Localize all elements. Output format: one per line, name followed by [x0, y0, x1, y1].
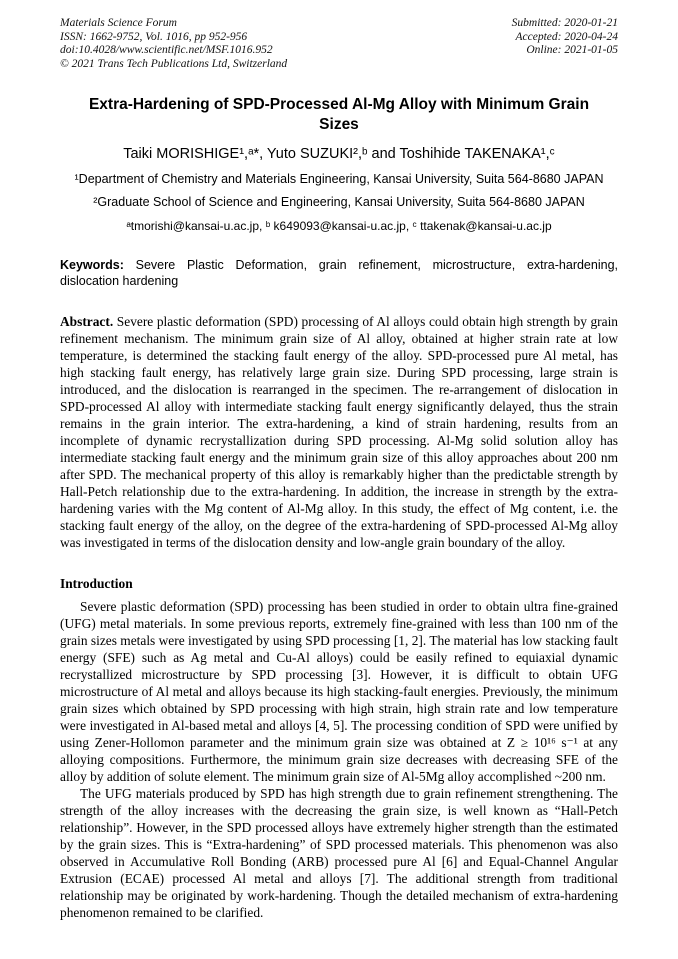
accepted-date: Accepted: 2020-04-24 — [515, 30, 618, 43]
submitted-date: Submitted: 2020-01-21 — [511, 17, 618, 29]
authors-line: Taiki MORISHIGE¹,ᵃ*, Yuto SUZUKI²,ᵇ and Toshihide TAKENAKA¹,ᶜ — [123, 145, 555, 162]
copyright-line: © 2021 Trans Tech Publications Ltd, Switzerland — [60, 57, 288, 70]
online-date: Online: 2021-01-05 — [526, 44, 618, 57]
doi-line: doi:10.4028/www.scientific.net/MSF.1016.952 — [60, 44, 273, 57]
intro-paragraph-1: Severe plastic deformation (SPD) processing has been studied in order to obtain ultra fine-grained (UFG) metal materials. In some previous reports, extremely fine-grained with less than 100 nm of the grain sizes metals were investigated by using SPD processing [1, 2]. The material has low stacking fault energy (SFE) such as Ag metal and Cu-Al alloys) could be easily refined to equiaxial dynamic recrystallized microstructure by SPD processing [3]. However, it is difficult to obtain UFG microstructure of Al metal and alloys because its high stacking-fault energies. Previously, the minimum grain sizes which obtained by SPD processing with high strain, high strain rate and low temperature were investigated in Al-based metal and alloys [4, 5]. The processing condition of SPD were unified by using Zener-Hollomon parameter and the minimum grain size was obtained at Z ≥ 10¹⁶ s⁻¹ at any alloying compositions. Furthermore, the minimum grain size decreases with decreasing SFE of the alloy by addition of solute element. The minimum grain size of Al-5Mg alloy accomplished ~200 nm. — [60, 598, 618, 784]
abstract-text: Severe plastic deformation (SPD) processing of Al alloys could obtain high strength by grain refinement mechanism. The minimum grain size of Al alloy, obtained at higher strain rate at low temperature, is determined the stacking fault energy of the alloy. SPD-processed pure Al metal, has high stacking fault energy, has relatively large grain size. During SPD processing, large strain is introduced, and the dislocation is rearranged in the specimen. The re-arrangement of dislocation in SPD-processed Al alloy with intermediate stacking fault energy significantly delayed, thus the strain remains in the grain interior. The extra-hardening, a kind of strain hardening, results from an incomplete of dynamic recrystallization during SPD processing. Al-Mg solid solution alloy has intermediate stacking fault energy and the minimum grain size of this alloy approaches about 200 nm after SPD. The mechanical property of this alloy is remarkably higher than the predictable strength by Hall-Petch relationship due to the extra-hardening. In addition, the increase in strength by the extra-hardening varies with the Mg content of Al-Mg alloy. In this study, the effect of Mg content, i.e. the stacking fault energy of the alloy, on the degree of the extra-hardening of SPD-processed Al-Mg alloy was investigated in terms of the dislocation density and low-angle grain boundary of the alloy. — [60, 314, 618, 551]
intro-paragraph-2: The UFG materials produced by SPD has high strength due to grain refinement strengthening. The strength of the alloy increases with the decreasing the grain size, is well known as “Hall-Petch relationship”. However, in the SPD processed alloys have extremely higher strength than the estimated by the grain sizes. This is “Extra-hardening” of SPD processed materials. This phenomenon was also observed in Accumulative Roll Bonding (ARB) processed pure Al [6] and Equal-Channel Angular Extrusion (ECAE) processed Al metal and alloys [7]. The additional strength from traditional relationship may be originated by work-hardening. Though the detailed mechanism of extra-hardening phenomenon remained to be clarified. — [60, 785, 618, 920]
keywords-label: Keywords: — [60, 258, 124, 273]
author-emails: ᵃtmorishi@kansai-u.ac.jp, ᵇ k649093@kansai-u.ac.jp, ᶜ ttakenak@kansai-u.ac.jp — [126, 219, 552, 234]
keywords-section — [60, 258, 618, 289]
journal-info — [60, 17, 287, 71]
issn-line: ISSN: 1662-9752, Vol. 1016, pp 952-956 — [60, 30, 248, 43]
abstract-section — [60, 313, 618, 551]
submission-info — [512, 17, 618, 71]
affiliation-1: ¹Department of Chemistry and Materials Engineering, Kansai University, Suita 564-8680 JAPAN — [74, 172, 604, 187]
keywords-text: Severe Plastic Deformation, grain refinement, microstructure, extra-hardening, dislocation hardening — [60, 258, 618, 288]
title-block — [60, 95, 618, 233]
affiliation-2: ²Graduate School of Science and Engineering, Kansai University, Suita 564-8680 JAPAN — [93, 195, 585, 210]
abstract-label: Abstract. — [60, 314, 114, 330]
publication-header — [60, 17, 618, 71]
paper-title: Extra-Hardening of SPD-Processed Al-Mg Alloy with Minimum Grain Sizes — [88, 96, 590, 134]
section-heading-introduction: Introduction — [60, 575, 133, 591]
journal-title: Materials Science Forum — [60, 17, 177, 29]
